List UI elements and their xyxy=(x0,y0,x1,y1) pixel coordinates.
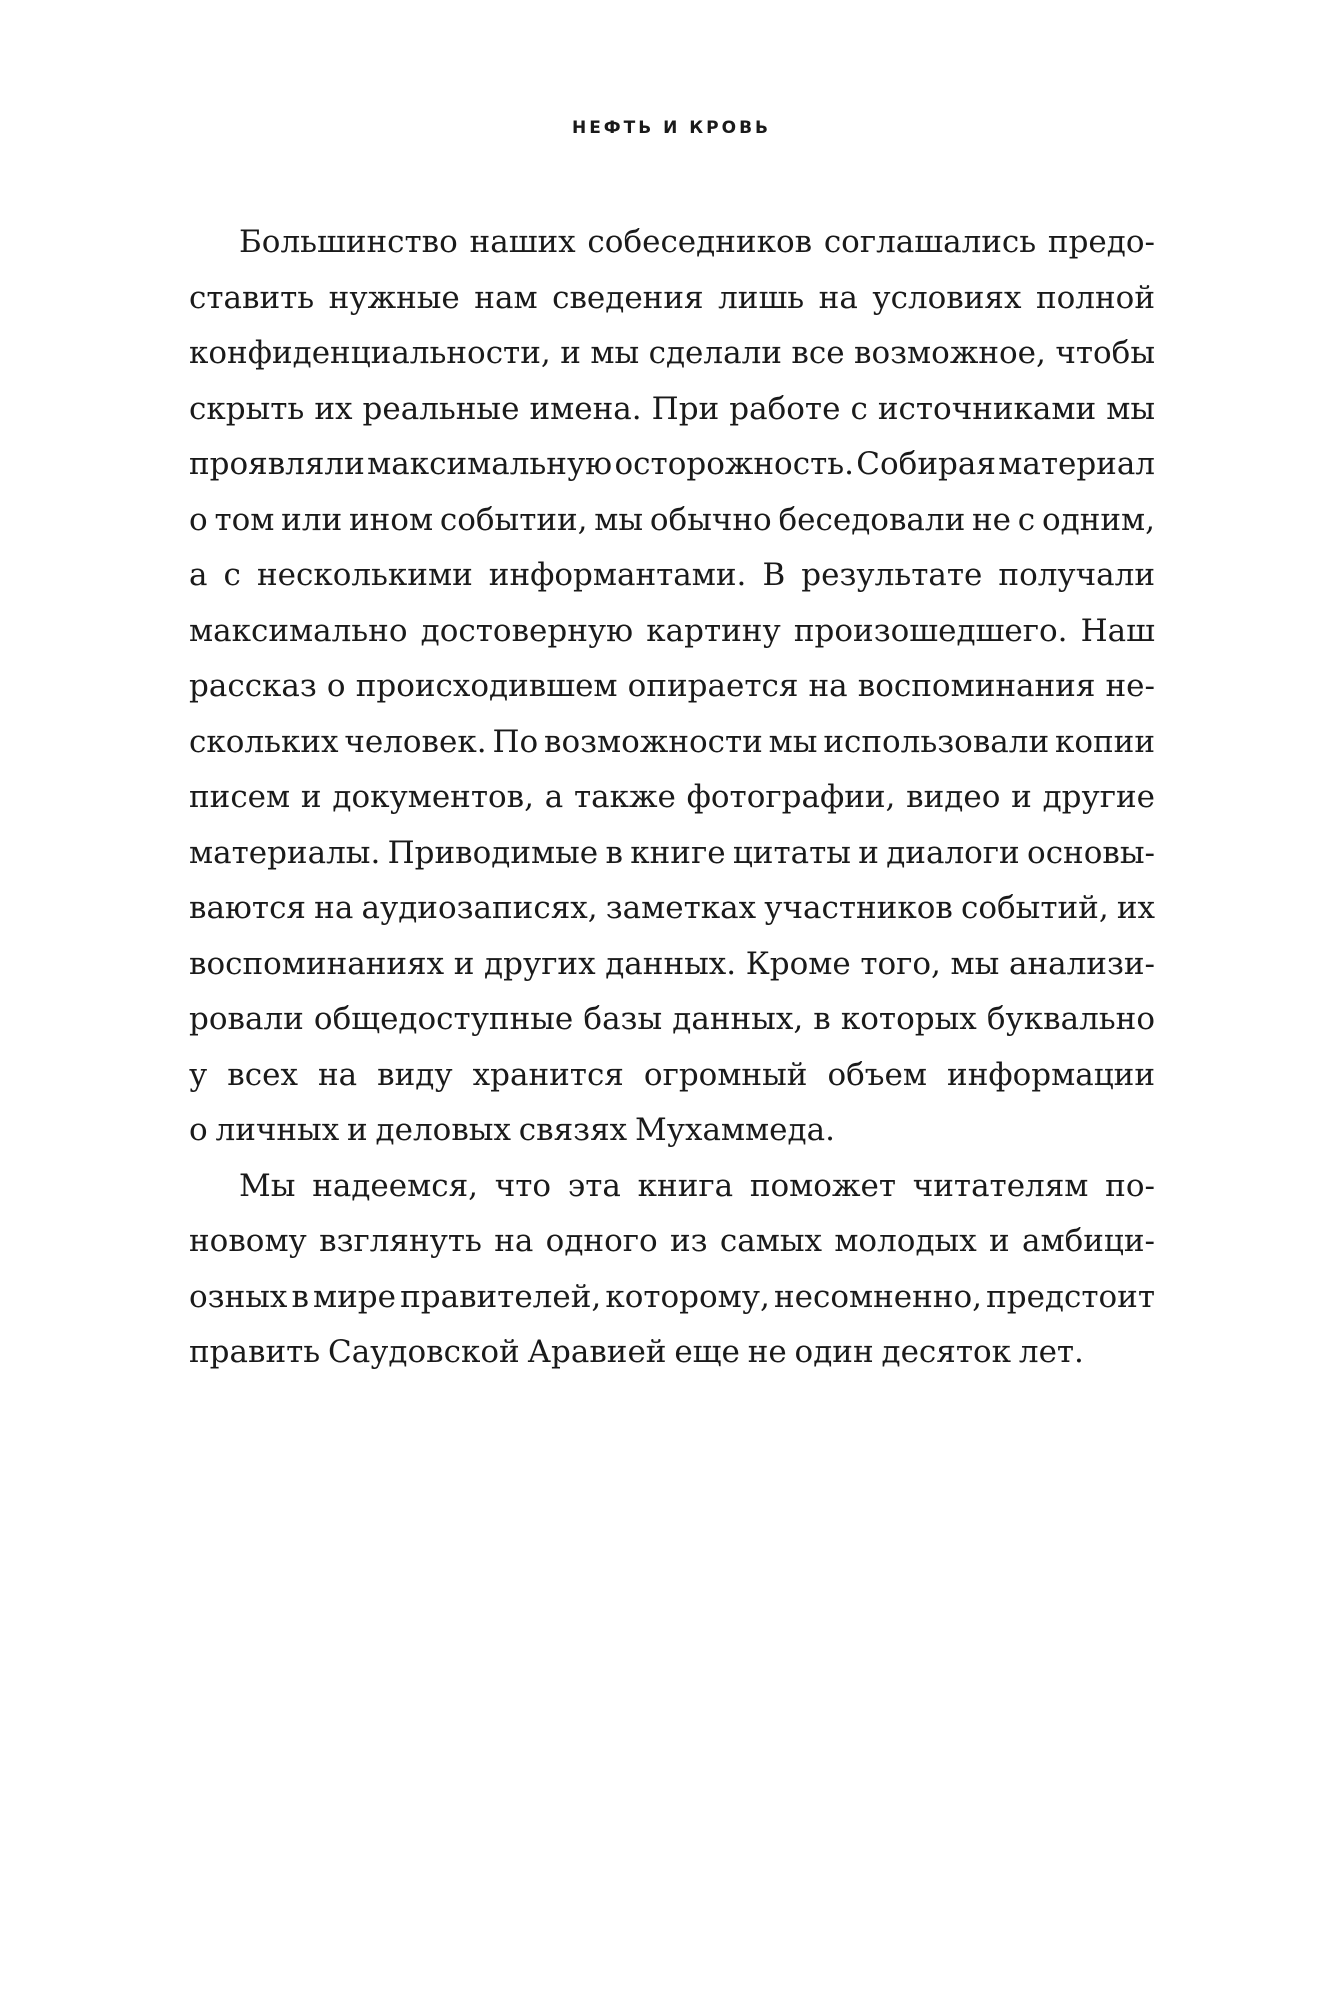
text-line: скрыть их реальные имена. При работе с источниками мы xyxy=(189,390,1155,427)
text-line: у всех на виду хранится огромный объем информации xyxy=(189,1056,1155,1093)
text-line: материалы. Приводимые в книге цитаты и диалоги основы- xyxy=(189,834,1155,871)
body-text xyxy=(189,215,1155,1381)
text-line: воспоминаниях и других данных. Кроме того, мы анализи- xyxy=(189,945,1155,982)
text-line: править Саудовской Аравией еще не один десяток лет. xyxy=(189,1334,1084,1370)
text-line: проявляли максимальную осторожность. Собирая материал xyxy=(189,446,1155,482)
text-line: а с несколькими информантами. В результате получали xyxy=(189,557,1155,593)
text-line: конфиденциальности, и мы сделали все возможное, чтобы xyxy=(189,335,1155,371)
text-line: Большинство наших собеседников соглашались предо- xyxy=(239,224,1155,260)
paragraph-2 xyxy=(189,1159,1155,1381)
text-line: о личных и деловых связях Мухаммеда. xyxy=(189,1112,835,1148)
text-line: скольких человек. По возможности мы использовали копии xyxy=(189,723,1155,760)
text-line: новому взглянуть на одного из самых молодых и амбици- xyxy=(189,1223,1155,1259)
text-line: ровали общедоступные базы данных, в которых буквально xyxy=(189,1001,1155,1037)
text-line: Мы надеемся, что эта книга поможет читателям по- xyxy=(239,1167,1155,1204)
text-line: ставить нужные нам сведения лишь на условиях полной xyxy=(189,279,1155,316)
text-line: максимально достоверную картину произошедшего. Наш xyxy=(189,612,1155,649)
text-line: озных в мире правителей, которому, несомненно, предстоит xyxy=(189,1278,1155,1315)
running-head: НЕФТЬ И КРОВЬ xyxy=(571,118,772,138)
text-line: о том или ином событии, мы обычно беседовали не с одним, xyxy=(189,501,1155,538)
text-line: рассказ о происходившем опирается на воспоминания не- xyxy=(189,668,1155,704)
text-line: писем и документов, а также фотографии, видео и другие xyxy=(189,779,1155,815)
paragraph-1 xyxy=(189,215,1155,1159)
text-line: ваются на аудиозаписях, заметках участников событий, их xyxy=(189,890,1155,926)
